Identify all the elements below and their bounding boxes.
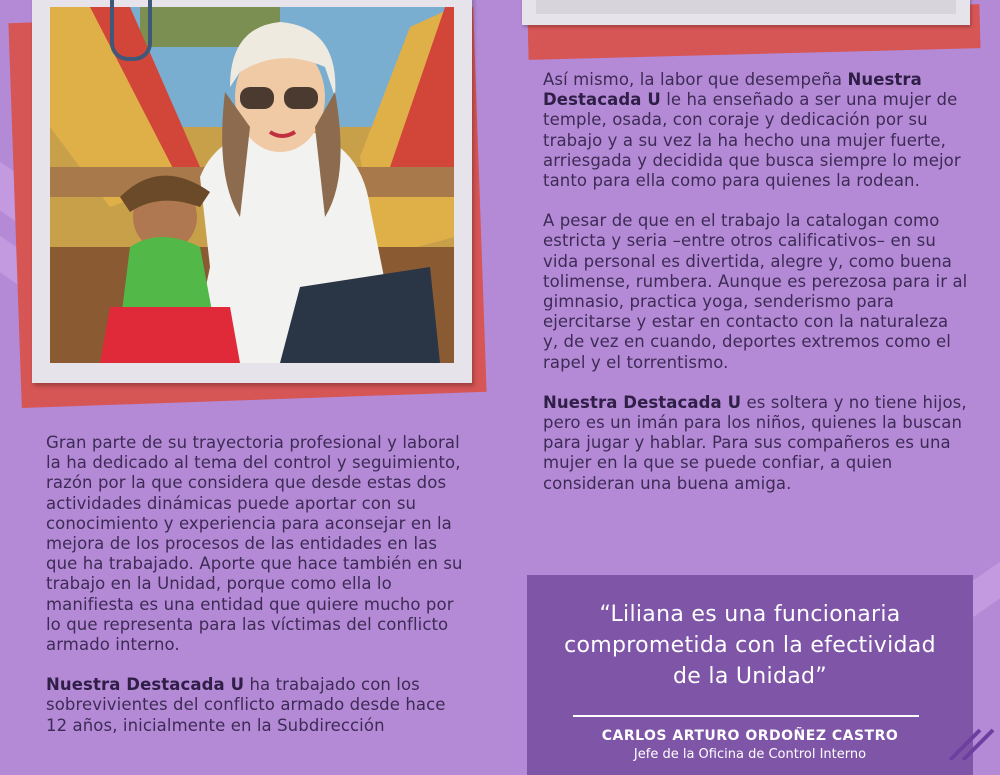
article-paragraph: [46, 433, 466, 655]
paragraph-text: le ha enseñado a ser una mujer de temple, osada, con coraje y dedicación por su trabajo y a su vez la ha hecho una mujer fuerte, arriesgada y decidida que busca siempre lo mejor tanto para ella como para quienes la rodean.: [543, 90, 961, 191]
paragraph-text: Así mismo, la labor que desempeña: [543, 70, 848, 89]
highlight-name: Nuestra Destacada U: [543, 70, 922, 110]
photo-illustration: [50, 7, 454, 363]
paragraph-text: ha trabajado con los sobrevivientes del conflicto armado desde hace 12 años, inicialmente en la Subdirección: [46, 675, 446, 735]
highlight-name: Nuestra Destacada U: [543, 392, 742, 412]
quote-divider: [573, 715, 919, 717]
top-photo-card: [522, 0, 970, 25]
quote-author: CARLOS ARTURO ORDOÑEZ CASTRO: [601, 728, 899, 744]
article-paragraph: [543, 393, 968, 494]
article-paragraph: [46, 675, 466, 736]
top-photo: [536, 0, 956, 14]
profile-photo: [50, 7, 454, 363]
quote-box: [527, 575, 973, 775]
article-right-column: [543, 70, 968, 514]
quote-author-role: Jefe de la Oficina de Control Interno: [633, 747, 867, 762]
corner-decoration: [945, 720, 1000, 760]
paragraph-text: es soltera y no tiene hijos, pero es un imán para los niños, quienes la buscan para jugar y hablar. Para sus compañeros es una mujer en la que se puede confiar, a quien consideran una buena amiga.: [543, 392, 967, 493]
paragraph-text: A pesar de que en el trabajo la catalogan como estricta y seria –entre otros calificativos– en su vida personal es divertida, alegre y, como buena tolimense, rumbera. Aunque es perezosa para ir al gimnasio, practica yoga, senderismo para ejercitarse y estar en contacto con la naturaleza y, de vez en cuando, deportes extremos como el rapel y el torrentismo.: [543, 211, 968, 372]
article-paragraph: [543, 70, 968, 191]
highlight-name: Nuestra Destacada U: [46, 675, 245, 695]
paragraph-text: Gran parte de su trayectoria profesional y laboral la ha dedicado al tema del control y seguimiento, razón por la que considera que desde estas dos actividades dinámicas puede aportar con su conocimiento y experiencia para aconsejar en la mejora de los procesos de las entidades en las que ha trabajado. Aporte que hace también en su trabajo en la Unidad, porque como ella lo manifiesta es una entidad que quiere mucho por lo que representa para las víctimas del conflicto armado interno.: [46, 433, 463, 655]
paperclip-icon: [110, 0, 152, 61]
article-left-column: [46, 433, 466, 756]
photo-card: [32, 0, 472, 383]
article-paragraph: [543, 211, 968, 373]
quote-text: “Liliana es una funcionaria comprometida con la efectividad de la Unidad”: [564, 602, 936, 689]
